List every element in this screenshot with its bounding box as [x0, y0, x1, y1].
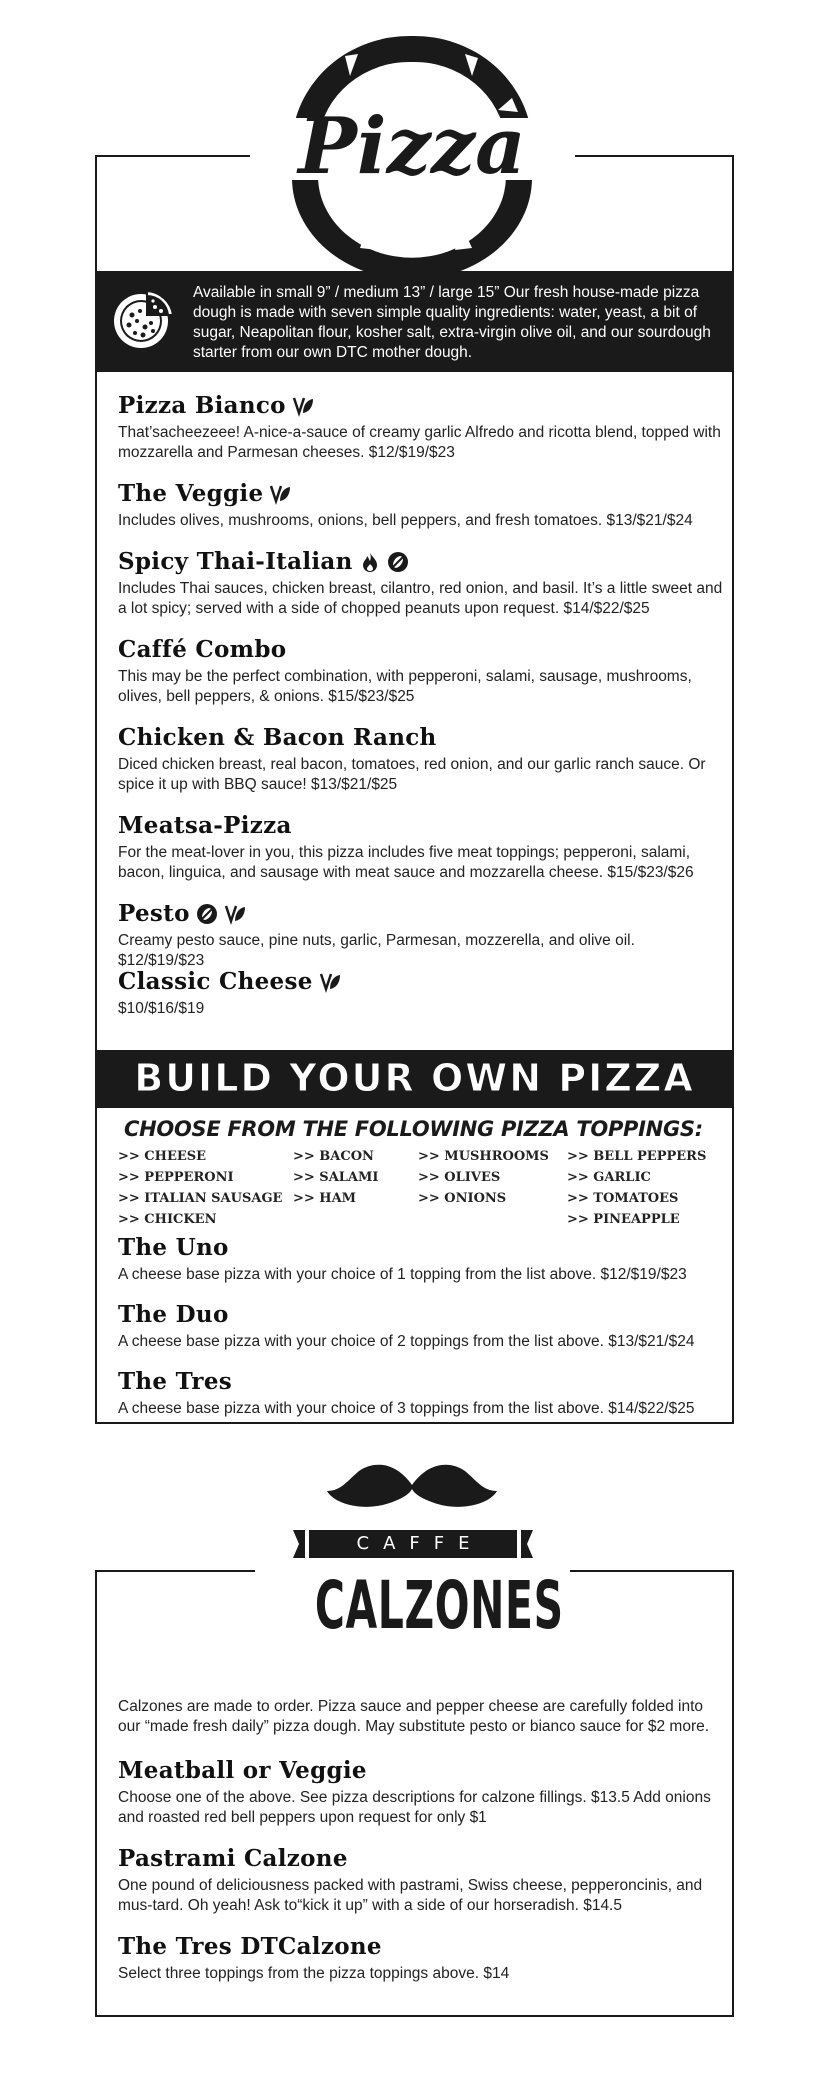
topping-salami: >> SALAMI [293, 1170, 379, 1185]
menu-item-description: A cheese base pizza with your choice of 1 topping from the list above. $12/$19/$23 [118, 1266, 687, 1283]
menu-item-name-row [118, 900, 723, 927]
topping-onions: >> ONIONS [418, 1191, 507, 1206]
toppings-column-1 [118, 1146, 282, 1230]
menu-item-name: Caffé Combo [118, 636, 287, 663]
menu-item-name: Meatball or Veggie [118, 1757, 367, 1784]
topping-chicken: >> CHICKEN [118, 1212, 217, 1227]
menu-item-description: Includes Thai sauces, chicken breast, cilantro, red onion, and basil. It’s a little sweet and a lot spicy; served with a side of chopped peanuts upon request. $14/$22/$25 [118, 580, 723, 617]
vegetarian-icon [292, 395, 314, 417]
nut-icon [387, 551, 409, 573]
topping-bacon: >> BACON [293, 1149, 374, 1164]
menu-item-name: Spicy Thai-Italian [118, 548, 353, 575]
menu-item-name: Meatsa-Pizza [118, 812, 292, 839]
toppings-column-2 [293, 1146, 378, 1209]
topping-pepperoni: >> PEPPERONI [118, 1170, 234, 1185]
topping-mushrooms: >> MUSHROOMS [418, 1149, 549, 1164]
calzone-logo [255, 1455, 570, 1680]
byo-banner-text: BUILD YOUR OWN PIZZA [134, 1056, 695, 1100]
topping-ham: >> HAM [293, 1191, 357, 1206]
topping-tomatoes: >> TOMATOES [567, 1191, 679, 1206]
caffe-ribbon [293, 1530, 533, 1558]
pizza-menu-item [118, 392, 723, 463]
pizza-logo-graphic [250, 28, 575, 273]
menu-item-name-row [118, 724, 723, 751]
menu-item-name-row [118, 480, 723, 507]
pizza-menu-item [118, 636, 723, 707]
menu-item-name: The Tres [118, 1368, 233, 1395]
byo-item-tres [118, 1368, 723, 1419]
menu-item-name: Classic Cheese [118, 968, 313, 995]
pizza-menu-item [118, 968, 723, 1019]
calzone-item-pastrami [118, 1845, 723, 1916]
pizza-menu-item [118, 480, 723, 531]
menu-item-description: Diced chicken breast, real bacon, tomatoes, red onion, and our garlic ranch sauce. Or spice it up with BBQ sauce! $13/$21/$25 [118, 756, 706, 793]
topping-bell-peppers: >> BELL PEPPERS [567, 1149, 707, 1164]
menu-item-name: Pesto [118, 900, 190, 927]
menu-item-name-row [118, 636, 723, 663]
pizza-menu-item [118, 900, 723, 971]
menu-item-name: The Duo [118, 1301, 229, 1328]
topping-garlic: >> GARLIC [567, 1170, 651, 1185]
pizza-logo-text: Pizza [298, 101, 526, 192]
vegetarian-icon [319, 971, 341, 993]
menu-item-description: $10/$16/$19 [118, 1000, 205, 1017]
menu-item-description: That’sacheezeee! A-nice-a-sauce of creamy garlic Alfredo and ricotta blend, topped with mozzarella and Parmesan cheeses. $12/$19/$23 [118, 424, 721, 461]
pizza-menu-item [118, 812, 723, 883]
vegetarian-icon [224, 903, 246, 925]
menu-item-description: Includes olives, mushrooms, onions, bell peppers, and fresh tomatoes. $13/$21/$24 [118, 512, 693, 529]
menu-item-name: Pizza Bianco [118, 392, 286, 419]
menu-item-description: For the meat-lover in you, this pizza includes five meat toppings; pepperoni, salami, bacon, linguica, and sausage with meat sauce and mozzarella cheese. $15/$23/$26 [118, 844, 694, 881]
menu-item-name-row [118, 812, 723, 839]
menu-item-description: A cheese base pizza with your choice of 2 toppings from the list above. $13/$21/$24 [118, 1333, 695, 1350]
pizza-slice-icon [107, 283, 179, 355]
topping-cheese: >> CHEESE [118, 1149, 207, 1164]
pizza-menu-item [118, 724, 723, 795]
calzone-item-meatball-veggie [118, 1757, 723, 1828]
menu-item-name-row [118, 392, 723, 419]
byo-item-duo [118, 1301, 723, 1352]
menu-item-name: Chicken & Bacon Ranch [118, 724, 437, 751]
byo-item-uno [118, 1234, 723, 1285]
menu-item-description: This may be the perfect combination, with pepperoni, salami, sausage, mushrooms, olives, bell peppers, & onions. $15/$23/$25 [118, 668, 692, 705]
byo-banner [95, 1050, 734, 1108]
menu-item-description: A cheese base pizza with your choice of 3 toppings from the list above. $14/$22/$25 [118, 1400, 695, 1417]
nut-icon [196, 903, 218, 925]
calzone-item-tres-dtcalzone [118, 1933, 723, 1984]
pizza-logo [250, 28, 575, 273]
topping-olives: >> OLIVES [418, 1170, 501, 1185]
menu-item-name: The Veggie [118, 480, 264, 507]
pizza-intro-bar [95, 271, 734, 372]
pizza-menu-item [118, 548, 723, 619]
menu-item-name: The Uno [118, 1234, 229, 1261]
menu-item-description: Choose one of the above. See pizza descriptions for calzone fillings. $13.5 Add onions and roasted red bell peppers upon request for only $1 [118, 1789, 711, 1826]
toppings-column-3 [418, 1146, 549, 1209]
calzones-title: CALZONES [314, 1567, 564, 1644]
menu-item-name-row [118, 548, 723, 575]
topping-italian-sausage: >> ITALIAN SAUSAGE [118, 1191, 283, 1206]
menu-item-name-row [118, 968, 723, 995]
calzones-intro: Calzones are made to order. Pizza sauce and pepper cheese are carefully folded into our “made fresh daily” pizza dough. May substitute pesto or bianco sauce for $2 more. [118, 1698, 710, 1735]
spicy-icon [359, 551, 381, 573]
menu-item-description: Creamy pesto sauce, pine nuts, garlic, Parmesan, mozzerella, and olive oil. $12/$19/$23 [118, 932, 635, 969]
mustache-icon [255, 1455, 570, 1515]
caffe-label: CAFFE [356, 1533, 484, 1554]
menu-item-name: Pastrami Calzone [118, 1845, 348, 1872]
pizza-intro-text: Available in small 9” / medium 13” / large 15” Our fresh house-made pizza dough is made with seven simple quality ingredients: water, yeast, a bit of sugar, Neapolitan flour, kosher salt, extra-virgin olive oil, and our sourdough starter from our own DTC mother dough. [193, 284, 711, 361]
menu-item-name: The Tres DTCalzone [118, 1933, 382, 1960]
menu-item-description: One pound of deliciousness packed with pastrami, Swiss cheese, pepperoncinis, and mus-tard. Oh yeah! Ask to“kick it up” with a side of our horseradish. $14.5 [118, 1877, 703, 1914]
topping-pineapple: >> PINEAPPLE [567, 1212, 680, 1227]
byo-subheading: CHOOSE FROM THE FOLLOWING PIZZA TOPPINGS: [124, 1117, 703, 1141]
toppings-column-4 [567, 1146, 706, 1230]
vegetarian-icon [269, 483, 291, 505]
menu-item-description: Select three toppings from the pizza toppings above. $14 [118, 1965, 510, 1982]
